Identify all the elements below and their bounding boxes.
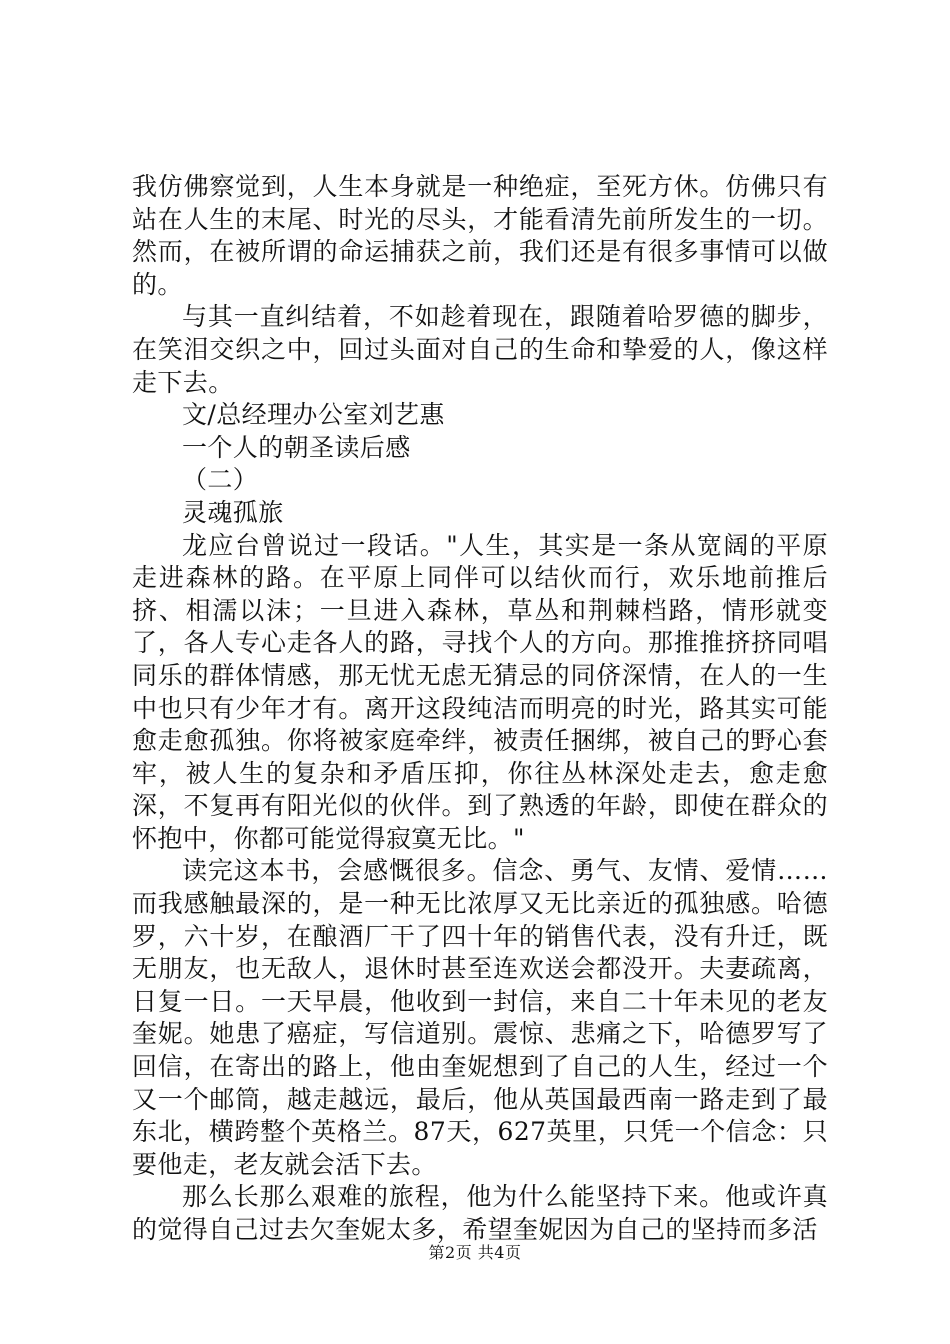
article-subtitle: 灵魂孤旅 [182, 497, 284, 527]
paragraph-last: 那么长那么艰难的旅程，他为什么能坚持下来。他或许真的觉得自己过去欠奎妮太多，希望奎妮因为自己的坚持而多活 [132, 1182, 828, 1244]
paragraph-summary: 读完这本书，会感慨很多。信念、勇气、友情、爱情……而我感触最深的，是一种无比浓厚又无比亲近的孤独感。哈德罗，六十岁，在酿酒厂干了四十年的销售代表，没有升迁，既无朋友，也无敌人，退休时甚至连欢送会都没开。夫妻疏离，日复一日。一天早晨，他收到一封信，来自二十年未见的老友奎妮。她患了癌症，写信道别。震惊、悲痛之下，哈德罗写了回信，在寄出的路上，他由奎妮想到了自己的人生，经过一个又一个邮筒，越走越远，最后，他从英国最西南一路走到了最东北，横跨整个英格兰。87天，627英里，只凭一个信念：只要他走，老友就会活下去。 [132, 856, 828, 1179]
page-footer: 第2页 共4页 [428, 1243, 522, 1262]
paragraph-quote: 龙应台曾说过一段话。"人生，其实是一条从宽阔的平原走进森林的路。在平原上同伴可以结伙而行，欢乐地前推后挤、相濡以沫；一旦进入森林，草丛和荆棘档路，情形就变了，各人专心走各人的路，寻找个人的方向。那推推挤挤同唱同乐的群体情感，那无忧无虑无猜忌的同侪深情，在人的一生中也只有少年才有。离开这段纯洁而明亮的时光，路其实可能愈走愈孤独。你将被家庭牵绊，被责任捆绑，被自己的野心套牢，被人生的复杂和矛盾压抑，你往丛林深处走去，愈走愈深，不复再有阳光似的伙伴。到了熟透的年龄，即使在群众的怀抱中，你都可能觉得寂寞无比。" [132, 530, 828, 853]
document-body [132, 171, 828, 1247]
paragraph-2: 与其一直纠结着，不如趁着现在，跟随着哈罗德的脚步，在笑泪交织之中，回过头面对自己的生命和挚爱的人，像这样走下去。 [132, 302, 828, 397]
article-section-number: （二） [182, 465, 259, 495]
author-line: 文/总经理办公室刘艺惠 [182, 400, 445, 430]
paragraph-1: 我仿佛察觉到，人生本身就是一种绝症，至死方休。仿佛只有站在人生的末尾、时光的尽头，才能看清先前所发生的一切。然而，在被所谓的命运捕获之前，我们还是有很多事情可以做的。 [132, 172, 828, 299]
article-title: 一个人的朝圣读后感 [182, 432, 411, 462]
